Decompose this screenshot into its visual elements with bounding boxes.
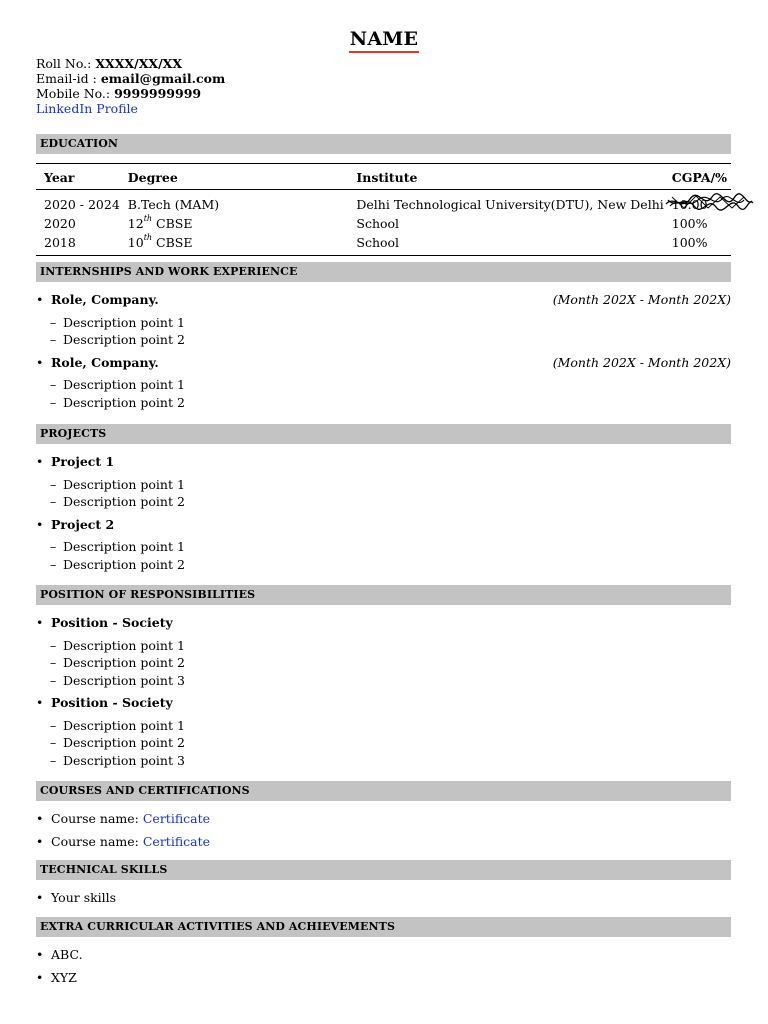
table-row: 2020 12th CBSE School 100% [44, 214, 708, 231]
list-item: • Your skills [36, 890, 117, 905]
internships-list [36, 291, 731, 411]
list-item: – Description point 1 [50, 637, 185, 653]
linkedin-link[interactable]: LinkedIn Profile [36, 101, 138, 116]
certificate-link[interactable]: Certificate [142, 811, 211, 826]
scribble-redaction-icon [664, 191, 754, 215]
list-item: • Course name: Certificate [36, 811, 211, 826]
list-item: – Description point 2 [50, 735, 185, 750]
list-item: – Description point 3 [50, 752, 185, 768]
section-skills: TECHNICAL SKILLS [36, 860, 731, 880]
list-item: – Description point 3 [50, 672, 185, 688]
mobile: Mobile No.: 9999999999 [36, 86, 202, 101]
list-item: – Description point 1 [50, 717, 185, 733]
section-projects: PROJECTS [36, 424, 731, 444]
list-item: – Description point 1 [50, 476, 185, 492]
col-degree: Degree [120, 164, 349, 190]
redacted-score: 10.00 [672, 197, 708, 212]
table-row: 2020 - 2024 B.Tech (MAM) Delhi Technological University(DTU), New Delhi 10.00 [36, 190, 731, 215]
roll-number: Roll No.: XXXX/XX/XX [36, 56, 183, 71]
section-internships: INTERNSHIPS AND WORK EXPERIENCE [36, 262, 731, 282]
list-item: – Description point 2 [50, 655, 185, 670]
list-item: • Role, Company. (Month 202X - Month 202X) [36, 354, 731, 370]
email: Email-id : email@gmail.com [36, 71, 226, 86]
list-item: – Description point 1 [50, 377, 185, 392]
col-institute: Institute [348, 164, 663, 190]
courses-list [36, 810, 731, 850]
certificate-link[interactable]: Certificate [142, 833, 211, 849]
list-item: – Description point 2 [50, 556, 185, 572]
education-header-row [36, 164, 731, 190]
col-year: Year [36, 164, 120, 190]
list-item: • Course name: Certificate [36, 833, 211, 849]
list-item: – Description point 1 [50, 314, 185, 330]
extracurricular-list [36, 946, 731, 986]
list-item: • ABC. [36, 947, 83, 962]
list-item: • Position - Society [36, 615, 173, 630]
list-item: – Description point 2 [50, 494, 185, 509]
list-item: – Description point 2 [50, 394, 185, 410]
table-row: 2018 10th CBSE School 100% [36, 233, 731, 256]
section-responsibilities: POSITION OF RESPONSIBILITIES [36, 585, 731, 605]
contact-info [36, 56, 225, 116]
list-item: • Role, Company. (Month 202X - Month 202X) [36, 292, 731, 307]
section-extracurricular: EXTRA CURRICULAR ACTIVITIES AND ACHIEVEMENTS [36, 917, 731, 937]
list-item: – Description point 1 [50, 539, 185, 554]
responsibilities-list [36, 614, 731, 769]
list-item: • Project 2 [36, 516, 115, 532]
list-item: • Project 1 [36, 454, 115, 469]
candidate-name: NAME [0, 28, 768, 50]
education-table [36, 163, 731, 256]
linkedin-row [36, 101, 225, 116]
projects-list [36, 453, 731, 573]
section-education: EDUCATION [36, 134, 731, 154]
list-item: • XYZ [36, 969, 77, 985]
list-item: – Description point 2 [50, 332, 185, 347]
skills-list [36, 889, 731, 907]
section-courses: COURSES AND CERTIFICATIONS [36, 781, 731, 801]
list-item: • Position - Society [36, 695, 173, 710]
col-cgpa: CGPA/% [664, 164, 731, 190]
